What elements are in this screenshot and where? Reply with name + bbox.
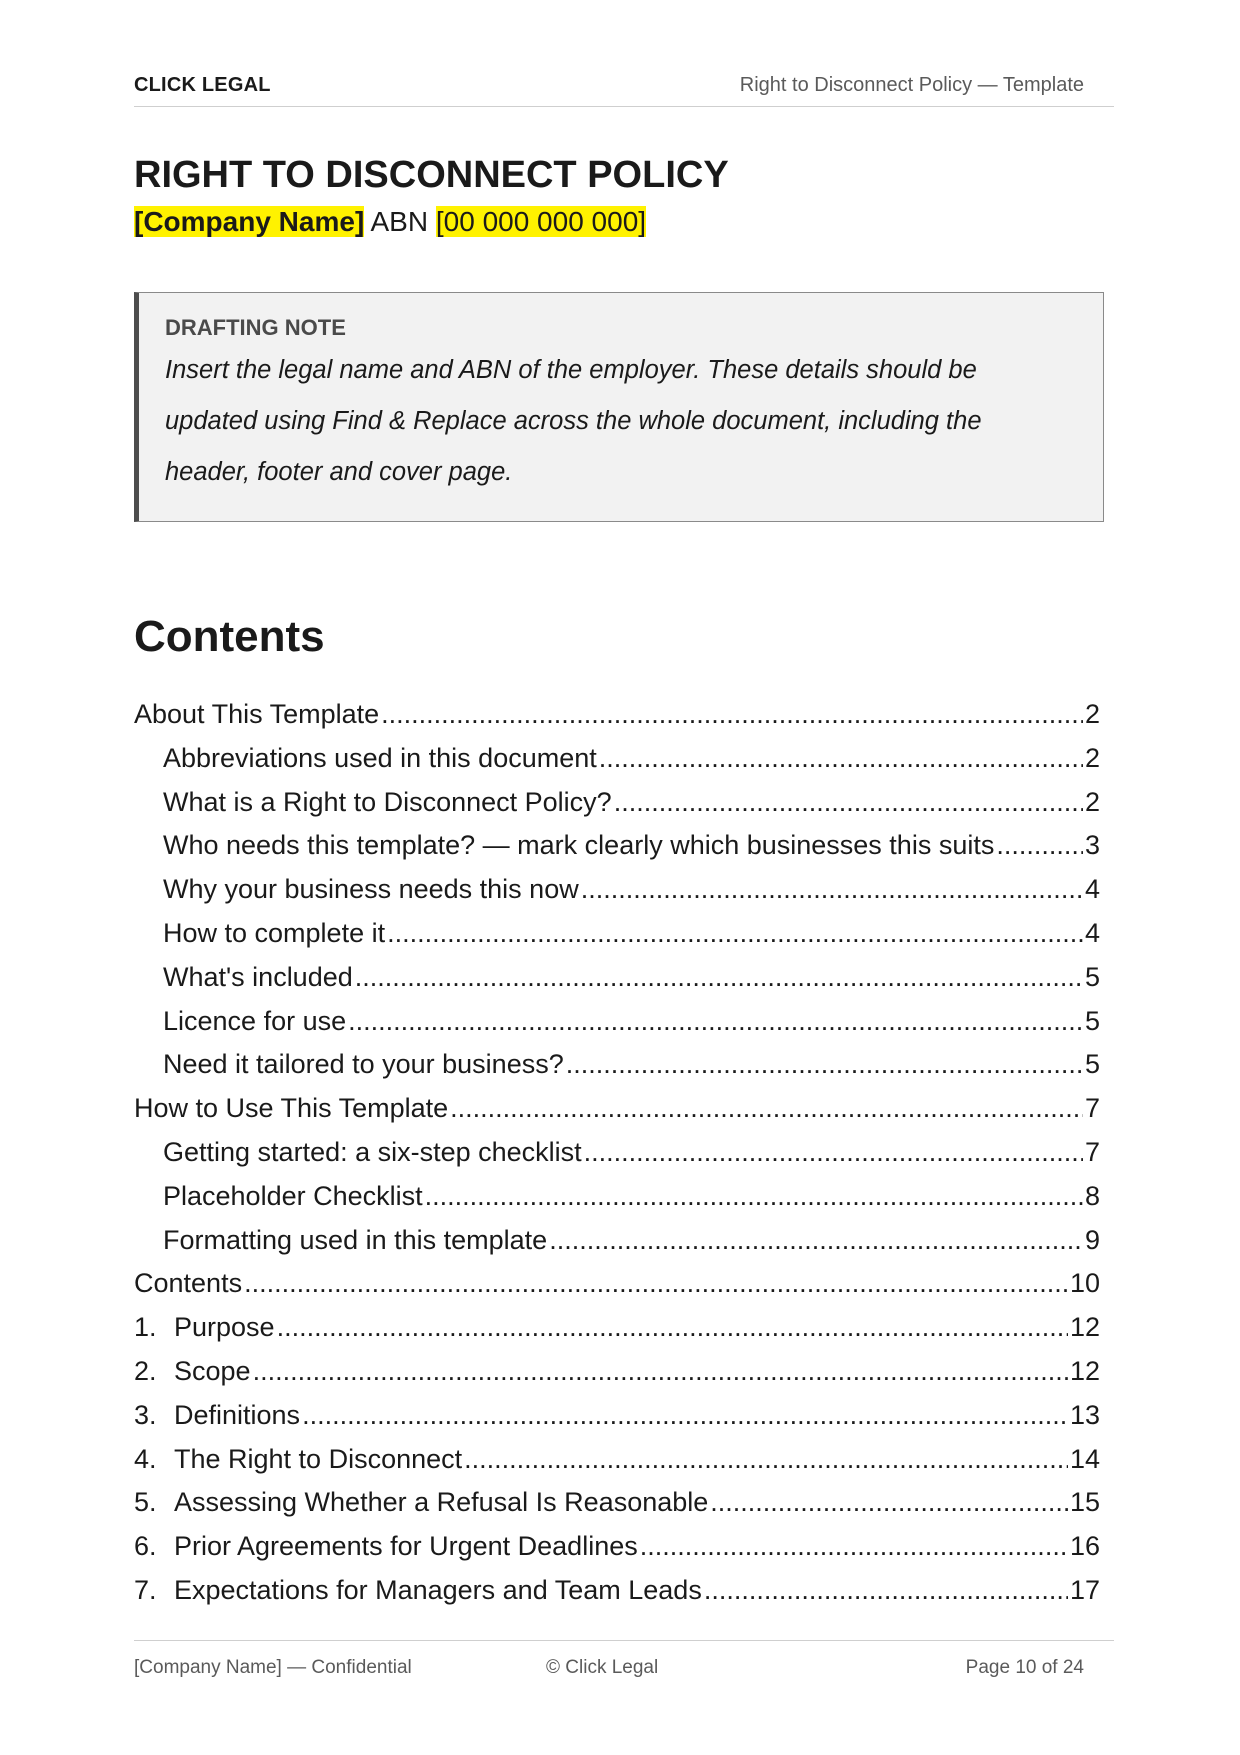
toc-entry-page: 2 — [1084, 699, 1100, 729]
toc-entry-number: 7. — [134, 1574, 157, 1605]
toc-entry-page: 5 — [1084, 961, 1100, 992]
toc-dot-leader — [614, 781, 1083, 825]
toc-dot-leader — [425, 1175, 1083, 1219]
toc-entry[interactable] — [134, 1219, 1100, 1263]
page-footer — [134, 1640, 1114, 1681]
toc-entry[interactable] — [134, 868, 1100, 912]
toc-entry[interactable] — [134, 1306, 1100, 1350]
toc-entry-label: Licence for use — [163, 1005, 347, 1036]
toc-entry-page: 4 — [1084, 874, 1100, 905]
toc-entry-page: 16 — [1069, 1531, 1100, 1562]
footer-company: [Company Name] — Confidential — [134, 1657, 412, 1678]
toc-dot-leader — [450, 1087, 1083, 1131]
toc-entry-page: 10 — [1069, 1268, 1100, 1299]
toc-entry[interactable] — [134, 1481, 1100, 1525]
toc-dot-leader — [584, 1131, 1083, 1175]
toc-entry-number: 3. — [134, 1399, 157, 1430]
toc-entry-number: 5. — [134, 1487, 157, 1518]
toc-entry-number: 6. — [134, 1531, 157, 1562]
toc-entry-page: 14 — [1069, 1443, 1100, 1474]
toc-entry[interactable] — [134, 1569, 1100, 1613]
toc-entry-label: Getting started: a six-step checklist — [163, 1136, 582, 1167]
toc-entry[interactable] — [134, 1043, 1100, 1087]
toc-entry[interactable] — [134, 1175, 1100, 1219]
toc-entry[interactable] — [134, 912, 1100, 956]
toc-dot-leader — [381, 693, 1083, 737]
toc-entry-page: 7 — [1084, 1093, 1100, 1124]
toc-entry-label: Scope — [174, 1355, 251, 1386]
toc-dot-leader — [581, 868, 1083, 912]
page-header — [134, 74, 1114, 107]
toc-entry-page: 4 — [1084, 917, 1100, 948]
toc-entry-page: 12 — [1069, 1355, 1100, 1386]
toc-entry-label: What is a Right to Disconnect Policy? — [163, 786, 612, 817]
toc-entry-label: Expectations for Managers and Team Leads — [174, 1574, 702, 1605]
toc-dot-leader — [302, 1394, 1068, 1438]
toc-entry-label: The Right to Disconnect — [174, 1443, 463, 1474]
toc-entry-page: 13 — [1069, 1399, 1100, 1430]
toc-entry[interactable] — [134, 1262, 1100, 1306]
toc-dot-leader — [996, 824, 1083, 868]
toc-entry-label: Why your business needs this now — [163, 874, 579, 905]
toc-entry-label: Purpose — [174, 1312, 275, 1343]
toc-entry[interactable] — [134, 781, 1100, 825]
contents-heading: Contents — [134, 612, 325, 661]
toc-dot-leader — [640, 1525, 1068, 1569]
toc-entry-label: Need it tailored to your business? — [163, 1049, 564, 1080]
toc-entry-label: Formatting used in this template — [163, 1224, 548, 1255]
header-brand: CLICK LEGAL — [134, 74, 271, 96]
toc-entry-page: 5 — [1084, 1005, 1100, 1036]
toc-entry-label: What's included — [163, 961, 353, 992]
toc-dot-leader — [253, 1350, 1068, 1394]
drafting-note — [134, 292, 1104, 522]
toc-entry-label: Who needs this template? — mark clearly which businesses this suits — [163, 830, 995, 861]
company-name-placeholder: [Company Name] — [134, 206, 365, 237]
toc-entry-page: 5 — [1084, 1049, 1100, 1080]
toc-dot-leader — [277, 1306, 1068, 1350]
header-doc-title: Right to Disconnect Policy — Template — [739, 74, 1084, 96]
toc-entry-page: 2 — [1084, 786, 1100, 817]
toc-entry-label: Definitions — [174, 1399, 301, 1430]
toc-dot-leader — [387, 912, 1083, 956]
toc-entry[interactable] — [134, 1131, 1100, 1175]
document-subtitle — [134, 206, 646, 238]
toc-entry[interactable] — [134, 1087, 1100, 1131]
drafting-note-label: DRAFTING NOTE — [165, 315, 346, 340]
toc-entry[interactable] — [134, 956, 1100, 1000]
toc-entry-label: Contents — [134, 1268, 243, 1299]
toc-entry-label: Assessing Whether a Refusal Is Reasonable — [174, 1487, 709, 1518]
toc-entry-number: 4. — [134, 1443, 157, 1474]
table-of-contents — [134, 693, 1100, 1613]
toc-dot-leader — [549, 1219, 1083, 1263]
toc-dot-leader — [599, 737, 1083, 781]
toc-entry-label: How to Use This Template — [134, 1093, 449, 1124]
toc-dot-leader — [710, 1481, 1068, 1525]
toc-dot-leader — [355, 956, 1083, 1000]
toc-entry-page: 7 — [1084, 1136, 1100, 1167]
toc-entry-label: Abbreviations used in this document — [163, 742, 597, 773]
toc-entry-number: 1. — [134, 1312, 157, 1343]
toc-entry-page: 3 — [1084, 830, 1100, 861]
toc-entry-page: 8 — [1084, 1180, 1100, 1211]
toc-entry-label: Prior Agreements for Urgent Deadlines — [174, 1531, 638, 1562]
toc-entry[interactable] — [134, 1394, 1100, 1438]
toc-entry[interactable] — [134, 737, 1100, 781]
toc-entry[interactable] — [134, 1438, 1100, 1482]
toc-entry-page: 17 — [1069, 1574, 1100, 1605]
toc-dot-leader — [566, 1043, 1083, 1087]
abn-label: ABN — [370, 206, 429, 237]
toc-entry[interactable] — [134, 824, 1100, 868]
toc-dot-leader — [464, 1438, 1068, 1482]
toc-entry-page: 15 — [1069, 1487, 1100, 1518]
toc-entry-number: 2. — [134, 1355, 157, 1386]
footer-page-number: Page 10 of 24 — [965, 1657, 1084, 1678]
toc-dot-leader — [704, 1569, 1068, 1613]
toc-entry[interactable] — [134, 1525, 1100, 1569]
toc-dot-leader — [244, 1262, 1068, 1306]
toc-dot-leader — [348, 1000, 1083, 1044]
document-title: RIGHT TO DISCONNECT POLICY — [134, 154, 729, 196]
toc-entry-label: Placeholder Checklist — [163, 1180, 423, 1211]
toc-entry-page: 12 — [1069, 1312, 1100, 1343]
abn-placeholder: [00 000 000 000] — [435, 206, 647, 237]
footer-copyright: © Click Legal — [546, 1657, 659, 1678]
drafting-note-body: Insert the legal name and ABN of the employer. These details should be updated using Find & Replace across the whole document, including the header, footer and cover page. — [165, 356, 982, 486]
toc-entry[interactable] — [134, 693, 1100, 737]
toc-entry-page: 9 — [1084, 1224, 1100, 1255]
toc-entry[interactable] — [134, 1000, 1100, 1044]
toc-entry-label: How to complete it — [163, 917, 386, 948]
toc-entry-page: 2 — [1084, 742, 1100, 773]
toc-entry[interactable] — [134, 1350, 1100, 1394]
toc-entry-label: About This Template — [134, 699, 380, 729]
